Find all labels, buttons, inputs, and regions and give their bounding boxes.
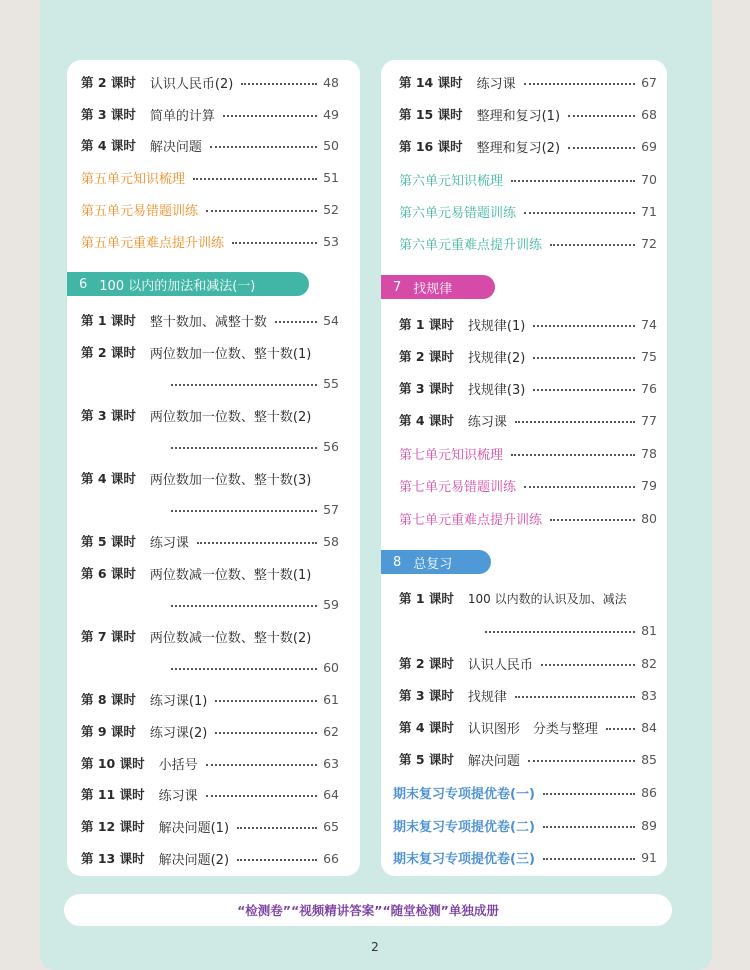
lesson-number: 第 5 课时 bbox=[81, 534, 136, 549]
page-ref: 67 bbox=[641, 74, 657, 90]
dot-leader bbox=[533, 325, 635, 327]
lesson-title: 认识图形 分类与整理 bbox=[467, 721, 598, 737]
dot-leader bbox=[215, 700, 317, 702]
dot-leader bbox=[223, 115, 317, 117]
lesson-title: 找规律(3) bbox=[467, 382, 526, 398]
toc-entry-continuation bbox=[171, 371, 339, 395]
toc-entry-review[interactable] bbox=[399, 199, 657, 223]
toc-entry[interactable] bbox=[399, 715, 657, 739]
dot-leader bbox=[533, 389, 635, 391]
toc-entry[interactable] bbox=[81, 624, 339, 648]
dot-leader bbox=[275, 321, 317, 323]
lesson-title: 练习课 bbox=[476, 76, 516, 92]
lesson-number: 第 13 课时 bbox=[81, 851, 145, 866]
dot-leader bbox=[237, 859, 317, 861]
dot-leader bbox=[206, 795, 317, 797]
unit-8-heading[interactable] bbox=[381, 550, 491, 574]
page-ref: 71 bbox=[641, 203, 657, 219]
dot-leader bbox=[515, 696, 635, 698]
toc-entry-exam[interactable] bbox=[393, 780, 657, 804]
lesson-title: 练习课 bbox=[467, 414, 507, 430]
toc-entry[interactable] bbox=[81, 308, 339, 332]
dot-leader bbox=[485, 631, 635, 633]
dot-leader bbox=[215, 732, 317, 734]
review-title: 第七单元易错题训练 bbox=[399, 479, 517, 495]
page-ref: 52 bbox=[323, 201, 339, 217]
lesson-title: 两位数加一位数、整十数(3) bbox=[149, 472, 312, 488]
review-title: 第六单元重难点提升训练 bbox=[399, 237, 543, 253]
page-ref: 68 bbox=[641, 106, 657, 122]
lesson-number: 第 2 课时 bbox=[399, 656, 454, 671]
toc-entry[interactable] bbox=[399, 683, 657, 707]
page-ref: 75 bbox=[641, 348, 657, 364]
lesson-title: 小括号 bbox=[158, 757, 198, 773]
page-ref: 49 bbox=[323, 106, 339, 122]
page-ref: 58 bbox=[323, 533, 339, 549]
lesson-number: 第 16 课时 bbox=[399, 139, 463, 154]
toc-right-column bbox=[381, 60, 667, 876]
dot-leader bbox=[241, 83, 317, 85]
toc-entry[interactable] bbox=[81, 719, 339, 743]
toc-entry[interactable] bbox=[399, 102, 657, 126]
toc-entry[interactable] bbox=[81, 133, 339, 157]
review-title: 第五单元易错题训练 bbox=[81, 203, 199, 219]
toc-entry-review[interactable] bbox=[81, 165, 339, 189]
page-ref: 84 bbox=[641, 719, 657, 735]
exam-title: 期末复习专项提优卷(一) bbox=[393, 786, 535, 802]
page-ref: 70 bbox=[641, 171, 657, 187]
lesson-number: 第 5 课时 bbox=[399, 752, 454, 767]
review-title: 第七单元知识梳理 bbox=[399, 447, 504, 463]
toc-entry[interactable] bbox=[81, 340, 339, 364]
toc-entry-review[interactable] bbox=[399, 506, 657, 530]
lesson-title: 解决问题 bbox=[149, 139, 202, 155]
toc-entry-review[interactable] bbox=[399, 231, 657, 255]
page-ref: 61 bbox=[323, 691, 339, 707]
unit-7-heading[interactable] bbox=[381, 275, 495, 299]
toc-entry[interactable] bbox=[81, 70, 339, 94]
dot-leader bbox=[524, 83, 635, 85]
page-number: 2 bbox=[371, 940, 379, 954]
lesson-number: 第 2 课时 bbox=[81, 345, 136, 360]
lesson-number: 第 14 课时 bbox=[399, 75, 463, 90]
page-ref: 54 bbox=[323, 312, 339, 328]
lesson-number: 第 4 课时 bbox=[399, 413, 454, 428]
toc-entry[interactable] bbox=[399, 70, 657, 94]
dot-leader bbox=[528, 760, 635, 762]
exam-title: 期末复习专项提优卷(三) bbox=[393, 851, 535, 867]
lesson-title: 简单的计算 bbox=[149, 108, 215, 124]
page-ref: 55 bbox=[323, 375, 339, 391]
lesson-number: 第 1 课时 bbox=[399, 317, 454, 332]
unit-title: 100 以内的加法和减法(一) bbox=[99, 278, 256, 294]
toc-entry[interactable] bbox=[81, 561, 339, 585]
dot-leader bbox=[206, 764, 317, 766]
dot-leader bbox=[533, 357, 635, 359]
dot-leader bbox=[543, 826, 635, 828]
toc-entry-exam[interactable] bbox=[393, 813, 657, 837]
toc-entry-continuation bbox=[171, 655, 339, 679]
toc-entry-continuation bbox=[485, 618, 657, 642]
page-ref: 91 bbox=[641, 849, 657, 865]
page-ref: 64 bbox=[323, 786, 339, 802]
dot-leader bbox=[515, 421, 635, 423]
review-title: 第七单元重难点提升训练 bbox=[399, 512, 543, 528]
page-ref: 79 bbox=[641, 477, 657, 493]
toc-entry[interactable] bbox=[81, 687, 339, 711]
dot-leader bbox=[550, 519, 635, 521]
page-ref: 59 bbox=[323, 596, 339, 612]
dot-leader bbox=[568, 115, 635, 117]
lesson-title: 练习课(2) bbox=[149, 725, 208, 741]
toc-left-column bbox=[67, 60, 360, 876]
lesson-number: 第 8 课时 bbox=[81, 692, 136, 707]
toc-entry[interactable] bbox=[81, 751, 339, 775]
page-ref: 85 bbox=[641, 751, 657, 767]
exam-title: 期末复习专项提优卷(二) bbox=[393, 819, 535, 835]
lesson-title: 整十数加、减整十数 bbox=[149, 314, 267, 330]
lesson-number: 第 3 课时 bbox=[399, 688, 454, 703]
lesson-title: 100 以内数的认识及加、减法 bbox=[467, 591, 627, 606]
lesson-number: 第 2 课时 bbox=[399, 349, 454, 364]
toc-entry[interactable] bbox=[81, 846, 339, 870]
page-ref: 53 bbox=[323, 233, 339, 249]
toc-entry[interactable] bbox=[81, 782, 339, 806]
lesson-number: 第 1 课时 bbox=[81, 313, 136, 328]
review-title: 第六单元易错题训练 bbox=[399, 205, 517, 221]
dot-leader bbox=[171, 605, 317, 607]
lesson-title: 两位数加一位数、整十数(2) bbox=[149, 409, 312, 425]
lesson-number: 第 7 课时 bbox=[81, 629, 136, 644]
unit-title: 总复习 bbox=[413, 556, 453, 572]
unit-number: 7 bbox=[393, 279, 402, 295]
page-ref: 76 bbox=[641, 380, 657, 396]
page-ref: 50 bbox=[323, 137, 339, 153]
lesson-number: 第 3 课时 bbox=[399, 381, 454, 396]
toc-entry[interactable] bbox=[399, 376, 657, 400]
page-ref: 86 bbox=[641, 784, 657, 800]
review-title: 第五单元知识梳理 bbox=[81, 171, 186, 187]
page-ref: 56 bbox=[323, 438, 339, 454]
toc-entry-continuation bbox=[171, 434, 339, 458]
unit-number: 6 bbox=[79, 276, 88, 292]
unit-number: 8 bbox=[393, 554, 402, 570]
dot-leader bbox=[232, 242, 317, 244]
dot-leader bbox=[550, 244, 635, 246]
toc-entry[interactable] bbox=[399, 747, 657, 771]
lesson-number: 第 12 课时 bbox=[81, 819, 145, 834]
page-ref: 62 bbox=[323, 723, 339, 739]
lesson-title: 练习课(1) bbox=[149, 693, 208, 709]
dot-leader bbox=[171, 447, 317, 449]
lesson-title: 找规律(1) bbox=[467, 318, 526, 334]
unit-6-heading[interactable] bbox=[67, 272, 309, 296]
toc-entry-review[interactable] bbox=[399, 167, 657, 191]
dot-leader bbox=[568, 147, 635, 149]
page-ref: 65 bbox=[323, 818, 339, 834]
lesson-title: 两位数加一位数、整十数(1) bbox=[149, 346, 312, 362]
lesson-number: 第 4 课时 bbox=[399, 720, 454, 735]
dot-leader bbox=[524, 486, 635, 488]
supplement-note-bar bbox=[64, 894, 672, 926]
toc-entry-review[interactable] bbox=[399, 473, 657, 497]
dot-leader bbox=[543, 858, 635, 860]
toc-entry[interactable] bbox=[399, 408, 657, 432]
lesson-number: 第 1 课时 bbox=[399, 591, 454, 606]
lesson-number: 第 15 课时 bbox=[399, 107, 463, 122]
dot-leader bbox=[171, 384, 317, 386]
toc-entry-continuation bbox=[171, 497, 339, 521]
page-ref: 77 bbox=[641, 412, 657, 428]
toc-entry[interactable] bbox=[81, 403, 339, 427]
lesson-title: 认识人民币(2) bbox=[149, 76, 234, 92]
page-ref: 48 bbox=[323, 74, 339, 90]
page-ref: 63 bbox=[323, 755, 339, 771]
toc-entry-exam[interactable] bbox=[393, 845, 657, 869]
page-ref: 74 bbox=[641, 316, 657, 332]
unit-title: 找规律 bbox=[413, 281, 453, 297]
lesson-number: 第 3 课时 bbox=[81, 408, 136, 423]
dot-leader bbox=[171, 668, 317, 670]
dot-leader bbox=[511, 454, 635, 456]
lesson-title: 认识人民币 bbox=[467, 657, 533, 673]
dot-leader bbox=[197, 542, 317, 544]
lesson-title: 两位数减一位数、整十数(2) bbox=[149, 630, 312, 646]
toc-entry[interactable] bbox=[399, 586, 657, 610]
toc-entry-continuation bbox=[171, 592, 339, 616]
toc-entry[interactable] bbox=[399, 651, 657, 675]
page-ref: 66 bbox=[323, 850, 339, 866]
toc-entry[interactable] bbox=[399, 312, 657, 336]
toc-entry[interactable] bbox=[399, 344, 657, 368]
dot-leader bbox=[511, 180, 635, 182]
dot-leader bbox=[543, 793, 635, 795]
lesson-title: 整理和复习(1) bbox=[476, 108, 561, 124]
lesson-title: 解决问题(2) bbox=[158, 852, 230, 868]
supplement-note: “检测卷”“视频精讲答案”“随堂检测”单独成册 bbox=[237, 903, 499, 918]
page-ref: 89 bbox=[641, 817, 657, 833]
lesson-number: 第 10 课时 bbox=[81, 756, 145, 771]
toc-entry-review[interactable] bbox=[81, 229, 339, 253]
toc-entry-review[interactable] bbox=[399, 441, 657, 465]
lesson-title: 练习课 bbox=[158, 788, 198, 804]
lesson-number: 第 6 课时 bbox=[81, 566, 136, 581]
lesson-number: 第 4 课时 bbox=[81, 471, 136, 486]
lesson-number: 第 11 课时 bbox=[81, 787, 145, 802]
lesson-number: 第 3 课时 bbox=[81, 107, 136, 122]
lesson-title: 解决问题(1) bbox=[158, 820, 230, 836]
lesson-number: 第 2 课时 bbox=[81, 75, 136, 90]
page-ref: 60 bbox=[323, 659, 339, 675]
toc-entry[interactable] bbox=[399, 134, 657, 158]
dot-leader bbox=[606, 728, 635, 730]
toc-entry[interactable] bbox=[81, 814, 339, 838]
lesson-title: 两位数减一位数、整十数(1) bbox=[149, 567, 312, 583]
dot-leader bbox=[237, 827, 317, 829]
toc-entry[interactable] bbox=[81, 529, 339, 553]
review-title: 第五单元重难点提升训练 bbox=[81, 235, 225, 251]
review-title: 第六单元知识梳理 bbox=[399, 173, 504, 189]
lesson-number: 第 4 课时 bbox=[81, 138, 136, 153]
lesson-title: 找规律 bbox=[467, 689, 507, 705]
dot-leader bbox=[541, 664, 635, 666]
page-ref: 78 bbox=[641, 445, 657, 461]
dot-leader bbox=[524, 212, 635, 214]
lesson-title: 找规律(2) bbox=[467, 350, 526, 366]
page-ref: 57 bbox=[323, 501, 339, 517]
page-ref: 51 bbox=[323, 169, 339, 185]
page-ref: 83 bbox=[641, 687, 657, 703]
lesson-number: 第 9 课时 bbox=[81, 724, 136, 739]
dot-leader bbox=[193, 178, 317, 180]
page-ref: 82 bbox=[641, 655, 657, 671]
page-ref: 72 bbox=[641, 235, 657, 251]
dot-leader bbox=[171, 510, 317, 512]
toc-entry[interactable] bbox=[81, 466, 339, 490]
lesson-title: 解决问题 bbox=[467, 753, 520, 769]
page-ref: 69 bbox=[641, 138, 657, 154]
dot-leader bbox=[206, 210, 317, 212]
page-ref: 80 bbox=[641, 510, 657, 526]
toc-entry[interactable] bbox=[81, 102, 339, 126]
lesson-title: 整理和复习(2) bbox=[476, 140, 561, 156]
dot-leader bbox=[210, 146, 317, 148]
toc-entry-review[interactable] bbox=[81, 197, 339, 221]
lesson-title: 练习课 bbox=[149, 535, 189, 551]
page-ref: 81 bbox=[641, 622, 657, 638]
